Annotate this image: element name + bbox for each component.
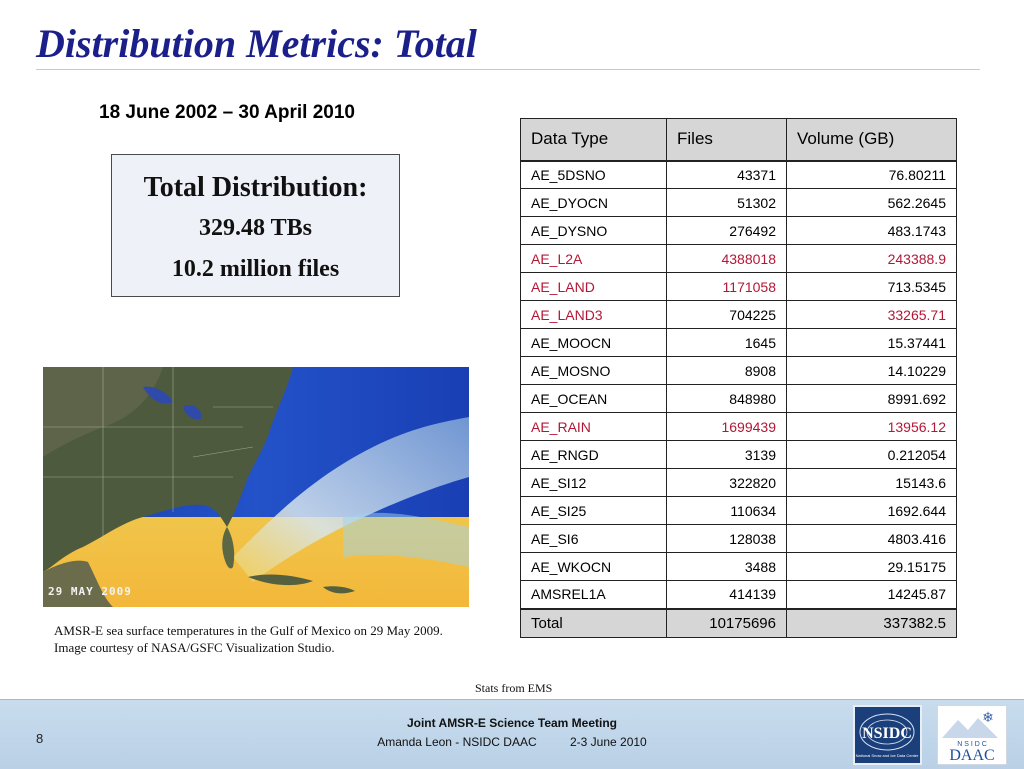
cell-volume: 0.212054 (787, 441, 957, 469)
sst-map-image (43, 367, 469, 607)
total-label: Total (521, 609, 667, 638)
presenter-name: Amanda Leon - NSIDC DAAC (377, 735, 537, 749)
footer-bar (0, 699, 1024, 769)
cell-volume: 8991.692 (787, 385, 957, 413)
cell-volume: 483.1743 (787, 217, 957, 245)
table-row (521, 413, 957, 441)
daac-logo-text: DAAC (949, 747, 995, 764)
cell-data-type: AE_RNGD (521, 441, 667, 469)
total-volume-cell: 337382.5 (787, 609, 957, 638)
cell-volume: 13956.12 (787, 413, 957, 441)
table-row (521, 245, 957, 273)
cell-files: 848980 (667, 385, 787, 413)
cell-files: 110634 (667, 497, 787, 525)
date-range: 18 June 2002 – 30 April 2010 (99, 102, 355, 123)
page-number: 8 (36, 731, 44, 746)
cell-files: 51302 (667, 189, 787, 217)
cell-files: 8908 (667, 357, 787, 385)
table-row (521, 301, 957, 329)
cell-volume: 14.10229 (787, 357, 957, 385)
nsidc-logo-text: NSIDC (862, 725, 912, 742)
header-files: Files (667, 119, 787, 161)
meeting-name: Joint AMSR-E Science Team Meeting (406, 716, 618, 730)
cell-data-type: AE_SI12 (521, 469, 667, 497)
cell-volume: 15143.6 (787, 469, 957, 497)
table-header-row (521, 119, 957, 161)
cell-data-type: AE_WKOCN (521, 553, 667, 581)
daac-logo-graphic (938, 706, 1006, 764)
cell-volume: 1692.644 (787, 497, 957, 525)
cell-files: 4388018 (667, 245, 787, 273)
nsidc-logo (853, 705, 922, 765)
cell-data-type: AE_MOOCN (521, 329, 667, 357)
cell-volume: 15.37441 (787, 329, 957, 357)
cell-data-type: AE_5DSNO (521, 161, 667, 189)
cell-data-type: AE_L2A (521, 245, 667, 273)
table-row (521, 441, 957, 469)
image-caption: AMSR-E sea surface temperatures in the Gulf of Mexico on 29 May 2009. Image courtesy of NASA/GSFC Visualization Studio. (54, 623, 443, 655)
cell-data-type: AE_SI6 (521, 525, 667, 553)
nsidc-daac-logo (937, 705, 1007, 765)
cell-volume: 562.2645 (787, 189, 957, 217)
cell-volume: 33265.71 (787, 301, 957, 329)
map-date-stamp: 29 MAY 2009 (48, 585, 132, 598)
table-row (521, 525, 957, 553)
cell-data-type: AE_DYOCN (521, 189, 667, 217)
table-row (521, 469, 957, 497)
slide-title: Distribution Metrics: Total (36, 21, 477, 66)
cell-volume: 243388.9 (787, 245, 957, 273)
cell-files: 1699439 (667, 413, 787, 441)
cell-volume: 29.15175 (787, 553, 957, 581)
table-row (521, 385, 957, 413)
cell-volume: 4803.416 (787, 525, 957, 553)
table-row (521, 329, 957, 357)
table-row (521, 357, 957, 385)
source-note: Stats from EMS (475, 681, 553, 695)
title-divider (36, 69, 980, 70)
cell-files: 414139 (667, 581, 787, 609)
table-row (521, 581, 957, 609)
cell-data-type: AE_MOSNO (521, 357, 667, 385)
cell-files: 1645 (667, 329, 787, 357)
table-row (521, 217, 957, 245)
cell-volume: 14245.87 (787, 581, 957, 609)
cell-files: 704225 (667, 301, 787, 329)
daac-logo-top-text: N S I D C (957, 741, 987, 748)
table-row (521, 273, 957, 301)
snowflake-icon: ❄ (982, 710, 994, 726)
distribution-table (520, 118, 957, 638)
cell-data-type: AE_DYSNO (521, 217, 667, 245)
table-row (521, 497, 957, 525)
cell-data-type: AE_LAND3 (521, 301, 667, 329)
total-files-cell: 10175696 (667, 609, 787, 638)
cell-volume: 713.5345 (787, 273, 957, 301)
total-volume: 329.48 TBs (199, 215, 312, 241)
total-distribution-box (111, 154, 400, 297)
cell-files: 128038 (667, 525, 787, 553)
nsidc-logo-subtext: National Snow and Ice Data Center (855, 753, 919, 758)
cell-data-type: AE_SI25 (521, 497, 667, 525)
cell-data-type: AE_LAND (521, 273, 667, 301)
cell-files: 43371 (667, 161, 787, 189)
meeting-dates: 2-3 June 2010 (570, 735, 647, 749)
cell-files: 1171058 (667, 273, 787, 301)
cell-data-type: AE_RAIN (521, 413, 667, 441)
table-row (521, 553, 957, 581)
cell-files: 322820 (667, 469, 787, 497)
cell-files: 276492 (667, 217, 787, 245)
cell-volume: 76.80211 (787, 161, 957, 189)
cell-files: 3488 (667, 553, 787, 581)
table-row (521, 161, 957, 189)
table-total-row (521, 609, 957, 638)
cell-data-type: AMSREL1A (521, 581, 667, 609)
table-row (521, 189, 957, 217)
nsidc-logo-graphic (855, 707, 920, 763)
cell-data-type: AE_OCEAN (521, 385, 667, 413)
total-heading: Total Distribution: (143, 172, 368, 203)
total-files: 10.2 million files (171, 256, 340, 282)
header-volume: Volume (GB) (787, 119, 957, 161)
cell-files: 3139 (667, 441, 787, 469)
table-body (521, 161, 957, 609)
header-data-type: Data Type (521, 119, 667, 161)
